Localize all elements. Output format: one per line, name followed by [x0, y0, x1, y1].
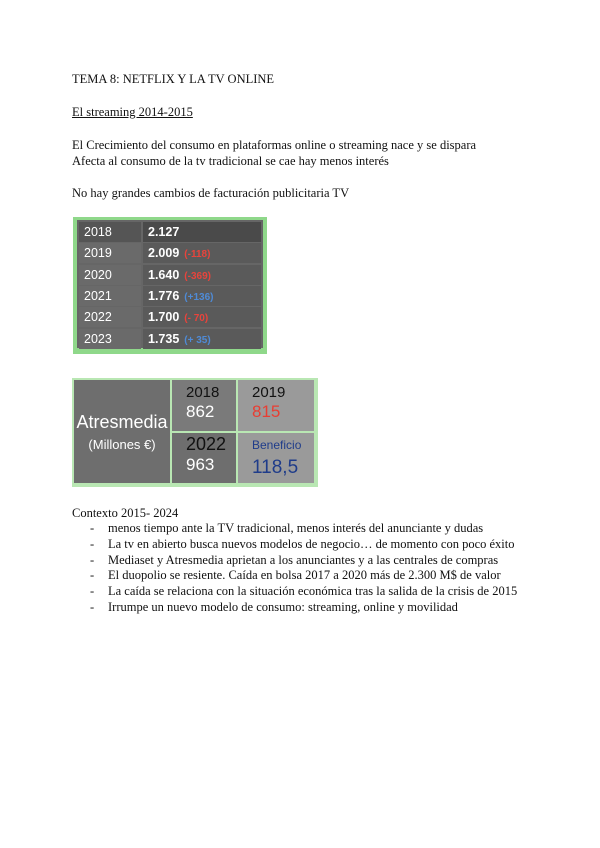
- value-cell: [143, 222, 261, 242]
- value-cell: [143, 243, 261, 263]
- revenue-table-frame: [73, 217, 267, 354]
- value-cell: [143, 265, 261, 285]
- revenue-table: [77, 220, 263, 348]
- value-cell: [143, 286, 261, 306]
- list-item: [90, 584, 517, 600]
- table-row: [79, 307, 261, 327]
- list-item-text: Irrumpe un nuevo modelo de consumo: streaming, online y movilidad: [108, 599, 458, 614]
- list-item: [90, 553, 517, 569]
- paragraph-line: Afecta al consumo de la tv tradicional se cae hay menos interés: [72, 154, 389, 168]
- cell-value: 815: [252, 402, 281, 421]
- year-cell: 2021: [79, 286, 141, 306]
- cell-2019: [238, 380, 314, 431]
- list-item-text: Mediaset y Atresmedia aprietan a los anunciantes y a las centrales de compras: [108, 552, 499, 567]
- list-item-text: El duopolio se resiente. Caída en bolsa 2017 a 2020 más de 2.300 M$ de valor: [108, 568, 501, 583]
- table-row: [79, 286, 261, 306]
- context-list: [90, 521, 517, 616]
- cell-label: 2018: [186, 384, 220, 401]
- list-item-text: La tv en abierto busca nuevos modelos de negocio… de momento con poco éxito: [108, 536, 515, 551]
- table-row: [79, 265, 261, 285]
- section-heading-context: Contexto 2015- 2024: [72, 506, 179, 520]
- list-item: [90, 521, 517, 537]
- company-name: Atresmedia: [76, 412, 168, 432]
- table-row: [79, 222, 261, 242]
- cell-value: 963: [186, 455, 215, 474]
- year-cell: 2022: [79, 307, 141, 327]
- cell-label: Beneficio: [252, 438, 302, 452]
- delta-text: (-118): [184, 249, 211, 261]
- year-cell: 2018: [79, 222, 141, 242]
- cell-value: 118,5: [252, 457, 299, 478]
- value-text: 2.009: [148, 246, 180, 261]
- bullet-dash: -: [90, 552, 95, 567]
- bullet-dash: -: [90, 521, 95, 535]
- cell-label: 2019: [252, 384, 286, 401]
- list-item: [90, 568, 517, 584]
- paragraph-line: El Crecimiento del consumo en plataformas online o streaming nace y se dispara: [72, 138, 477, 152]
- value-text: 1.700: [148, 310, 180, 325]
- table-row: [79, 329, 261, 349]
- bullet-dash: -: [90, 536, 95, 551]
- bullet-dash: -: [90, 584, 95, 599]
- value-text: 2.127: [148, 225, 180, 239]
- page-title: TEMA 8: NETFLIX Y LA TV ONLINE: [72, 72, 275, 86]
- value-text: 1.640: [148, 267, 180, 282]
- paragraph-line: No hay grandes cambios de facturación publicitaria TV: [72, 186, 350, 200]
- year-cell: 2023: [79, 329, 141, 349]
- cell-value: 862: [186, 402, 215, 421]
- value-cell: [143, 307, 261, 327]
- value-text: 1.735: [148, 331, 180, 346]
- bullet-dash: -: [90, 599, 95, 614]
- list-item-text: La caída se relaciona con la situación económica tras la salida de la crisis de 2015: [108, 584, 518, 599]
- delta-text: (- 70): [184, 313, 209, 325]
- bullet-dash: -: [90, 568, 95, 583]
- cell-2018: [172, 380, 236, 431]
- list-item: [90, 600, 517, 616]
- unit-label: (Millones €): [88, 437, 156, 452]
- delta-text: (-369): [184, 270, 211, 282]
- year-cell: 2019: [79, 243, 141, 263]
- cell-beneficio: [238, 433, 314, 483]
- list-item: [90, 537, 517, 553]
- table-row: [79, 243, 261, 263]
- delta-text: (+ 35): [184, 334, 211, 346]
- cell-2022: [172, 433, 236, 483]
- atresmedia-label-cell: [74, 380, 170, 483]
- value-cell: [143, 329, 261, 349]
- delta-text: (+136): [184, 291, 214, 303]
- cell-label: 2022: [186, 434, 227, 454]
- list-item-text: menos tiempo ante la TV tradicional, menos interés del anunciante y dudas: [108, 521, 484, 535]
- atresmedia-table-frame: [72, 378, 318, 487]
- atresmedia-table: [74, 380, 314, 483]
- year-cell: 2020: [79, 265, 141, 285]
- section-heading-streaming: El streaming 2014-2015: [72, 105, 193, 119]
- value-text: 1.776: [148, 288, 180, 303]
